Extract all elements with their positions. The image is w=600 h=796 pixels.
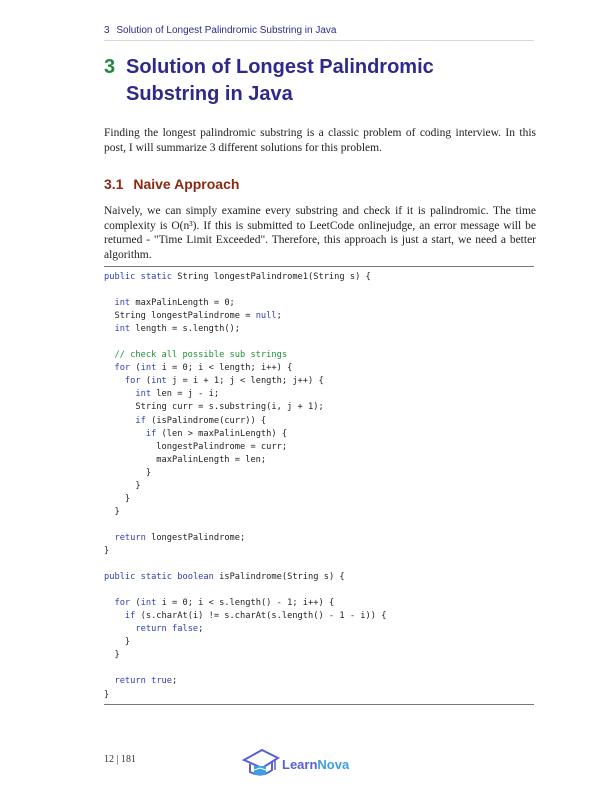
page-separator: | — [116, 754, 119, 765]
code-line: } — [104, 480, 141, 491]
code-line: } — [104, 493, 131, 504]
running-header-title: Solution of Longest Palindromic Substring in Java — [116, 25, 337, 36]
code-line: String curr = s.substring(i, j + 1); — [104, 402, 324, 413]
code-bottom-rule — [104, 704, 534, 705]
code-line: public static boolean isPalindrome(String s) { — [104, 572, 345, 583]
section-paragraph: Naively, we can simply examine every substring and check if it is palindromic. The time complexity is O(n³). If this is submitted to LeetCode onlinejudge, an error message will be returned - "Time Limit Exceeded". Therefore, this approach is just a start, we need a better algorithm. — [104, 205, 536, 261]
code-line: public static String longestPalindrome1(String s) { — [104, 272, 371, 282]
page-number — [104, 754, 136, 765]
code-line: } — [104, 637, 131, 648]
code-line: int len = j - i; — [135, 389, 220, 400]
code-line: maxPalinLength = len; — [104, 454, 267, 465]
code-line: for (int j = i + 1; j < length; j++) { — [124, 376, 324, 387]
code-listing — [104, 271, 534, 702]
code-line: return longestPalindrome; — [114, 532, 246, 543]
code-line: for (int i = 0; i < s.length() - 1; i++) { — [114, 598, 335, 609]
graduation-cap-icon — [240, 746, 280, 782]
code-line: if (len > maxPalinLength) { — [145, 428, 288, 439]
chapter-heading — [104, 54, 524, 108]
code-line: String longestPalindrome = null; — [104, 311, 282, 322]
code-line: int length = s.length(); — [114, 324, 241, 335]
current-page: 12 — [104, 754, 114, 765]
running-header — [104, 25, 534, 36]
code-line: return false; — [135, 624, 204, 635]
logo-word-nova: Nova — [317, 756, 350, 772]
code-top-rule — [104, 266, 534, 267]
code-line: return true; — [114, 676, 178, 687]
section-number: 3.1 — [104, 176, 124, 192]
code-line: if (s.charAt(i) != s.charAt(s.length() - 1 - i)) { — [124, 611, 387, 622]
intro-paragraph: Finding the longest palindromic substring is a classic problem of coding interview. In this post, I will summarize 3 different solutions for this problem. — [104, 127, 536, 154]
section-title: Naive Approach — [133, 176, 240, 192]
total-pages: 181 — [121, 754, 137, 765]
code-line: } — [104, 506, 120, 517]
learnnova-logo — [240, 744, 360, 784]
code-line: for (int i = 0; i < length; i++) { — [114, 363, 293, 374]
code-line: } — [104, 545, 110, 556]
section-heading — [104, 176, 239, 192]
code-line: } — [104, 650, 120, 661]
header-divider — [104, 40, 534, 41]
code-line: } — [104, 467, 152, 478]
chapter-number: 3 — [104, 56, 116, 78]
code-line: } — [104, 689, 110, 700]
code-line: // check all possible sub strings — [104, 350, 288, 361]
code-line: int maxPalinLength = 0; — [114, 298, 235, 309]
code-line: if (isPalindrome(curr)) { — [135, 415, 267, 426]
chapter-title: Solution of Longest Palindromic Substring in Java — [126, 56, 434, 105]
logo-wordmark — [282, 757, 349, 772]
code-line: longestPalindrome = curr; — [104, 441, 288, 452]
logo-word-learn: Learn — [282, 756, 318, 772]
running-header-chapter-number: 3 — [104, 25, 110, 36]
